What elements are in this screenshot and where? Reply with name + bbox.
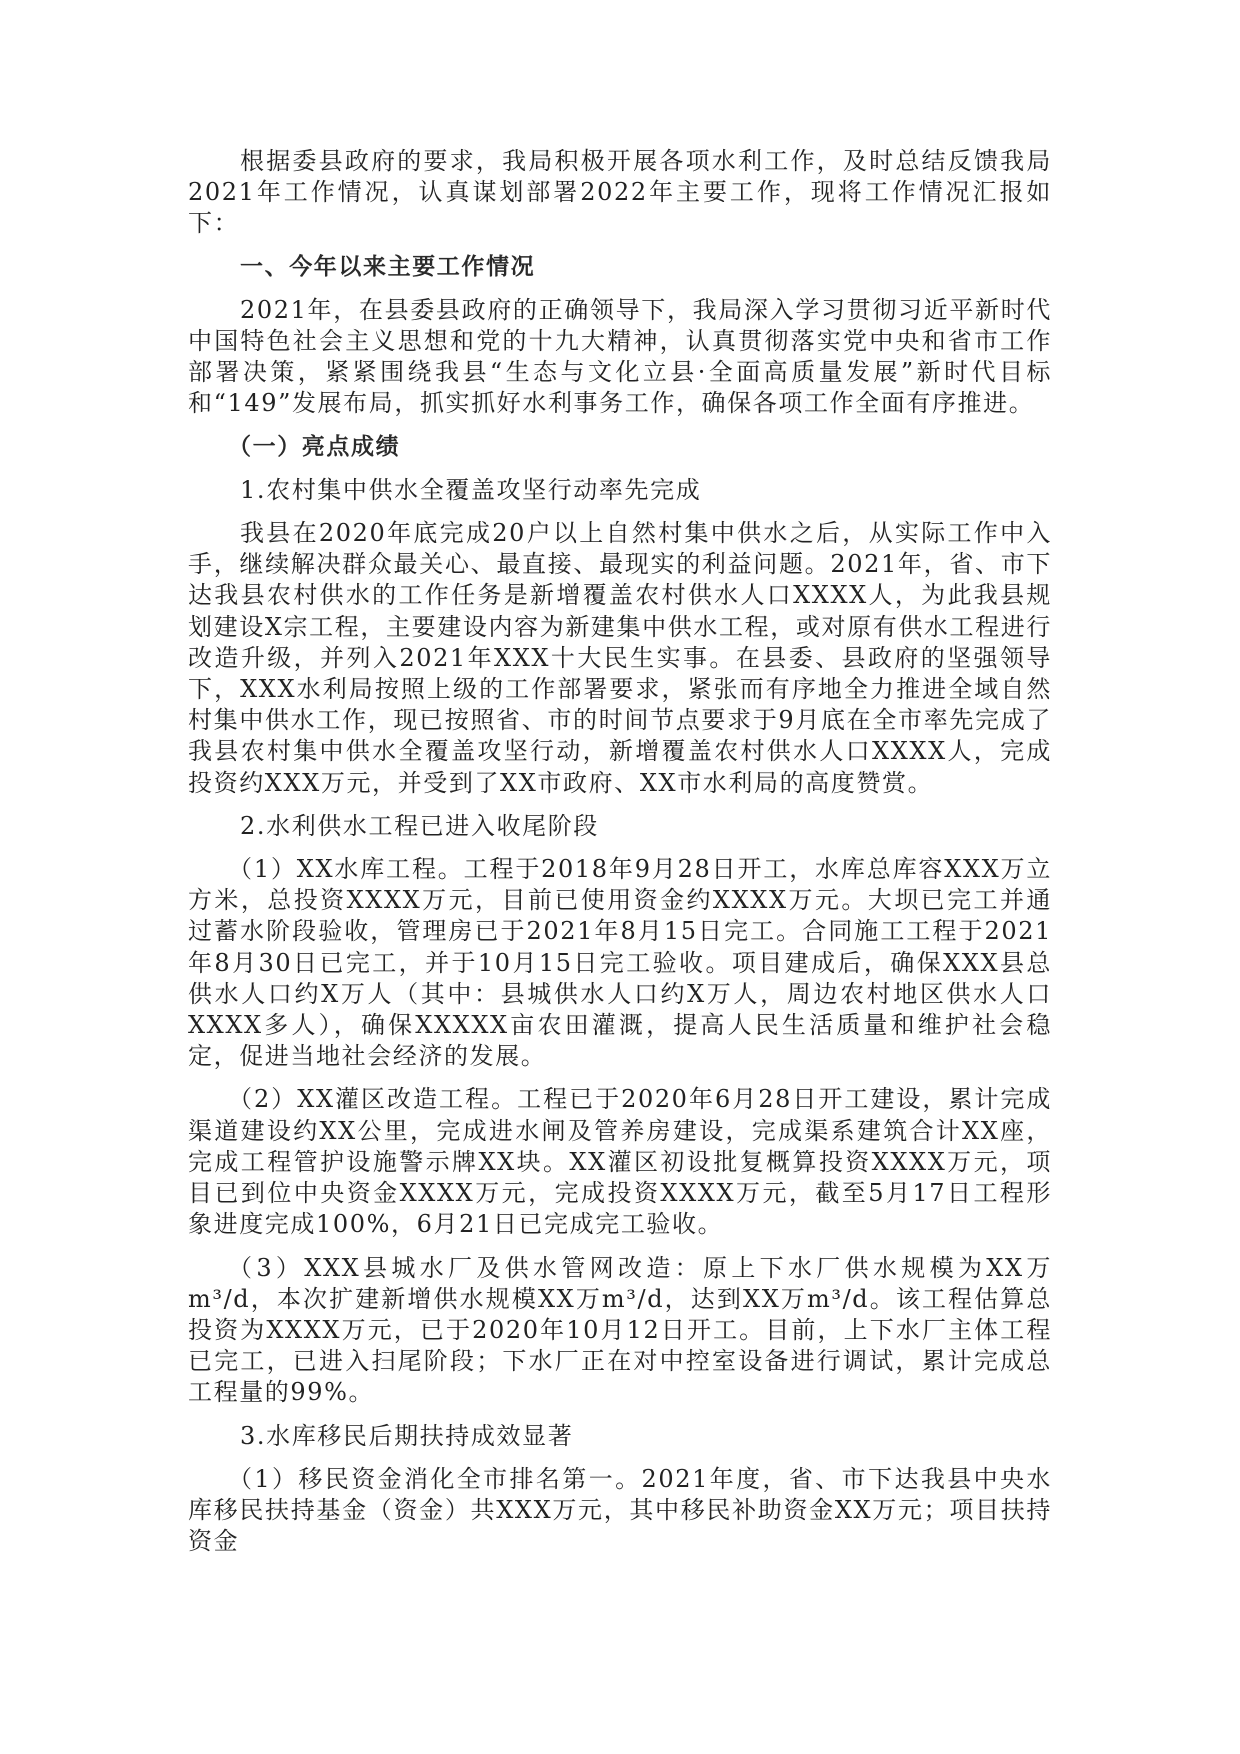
item-title: 2.水利供水工程已进入收尾阶段 — [240, 811, 599, 840]
overview-paragraph: 2021年，在县委县政府的正确领导下，我局深入学习贯彻习近平新时代中国特色社会主义思想和党的十九大精神，认真贯彻落实党中央和省市工作部署决策，紧紧围绕我县“生态与文化立县·全面高质量发展”新时代目标和“149”发展布局，抓实抓好水利事务工作，确保各项工作全面有序推进。 — [188, 295, 1052, 418]
body-paragraph: （1）移民资金消化全市排名第一。2021年度，省、市下达我县中央水库移民扶持基金（资金）共XXX万元，其中移民补助资金XX万元；项目扶持资金 — [188, 1464, 1052, 1556]
body-paragraph: （1）XX水库工程。工程于2018年9月28日开工，水库总库容XXX万立方米，总投资XXXX万元，目前已使用资金约XXXX万元。大坝已完工并通过蓄水阶段验收，管理房已于2021年8月15日完工。合同施工工程于2021年8月30日已完工，并于10月15日完工验收。项目建成后，确保XXX县总供水人口约X万人（其中：县城供水人口约X万人，周边农村地区供水人口XXXX多人），确保XXXXX亩农田灌溉，提高人民生活质量和维护社会稳定，促进当地社会经济的发展。 — [188, 855, 1052, 1071]
intro-paragraph: 根据委县政府的要求，我局积极开展各项水利工作，及时总结反馈我局2021年工作情况，认真谋划部署2022年主要工作，现将工作情况汇报如下： — [188, 147, 1052, 238]
body-paragraph: （2）XX灌区改造工程。工程已于2020年6月28日开工建设，累计完成渠道建设约XX公里，完成进水闸及管养房建设，完成渠系建筑合计XX座，完成工程管护设施警示牌XX块。XX灌区初设批复概算投资XXXX万元，项目已到位中央资金XXXX万元，完成投资XXXX万元，截至5月17日工程形象进度完成100%，6月21日已完成完工验收。 — [188, 1085, 1052, 1239]
body-paragraph: 我县在2020年底完成20户以上自然村集中供水之后，从实际工作中入手，继续解决群众最关心、最直接、最现实的利益问题。2021年，省、市下达我县农村供水的工作任务是新增覆盖农村供水人口XXXX人，为此我县规划建设X宗工程，主要建设内容为新建集中供水工程，或对原有供水工程进行改造升级，并列入2021年XXX十大民生实事。在县委、县政府的坚强领导下，XXX水利局按照上级的工作部署要求，紧张而有序地全力推进全域自然村集中供水工作，现已按照省、市的时间节点要求于9月底在全市率先完成了我县农村集中供水全覆盖攻坚行动，新增覆盖农村供水人口XXXX人，完成投资约XXX万元，并受到了XX市政府、XX市水利局的高度赞赏。 — [188, 519, 1052, 797]
item-title: 3.水库移民后期扶持成效显著 — [240, 1421, 574, 1450]
body-paragraph: （3）XXX县城水厂及供水管网改造：原上下水厂供水规模为XX万m³/d，本次扩建新增供水规模XX万m³/d，达到XX万m³/d。该工程估算总投资为XXXX万元，已于2020年10月12日开工。目前，上下水厂主体工程已完工，已进入扫尾阶段；下水厂正在对中控室设备进行调试，累计完成总工程量的99%。 — [188, 1253, 1052, 1407]
item-title: 1.农村集中供水全覆盖攻坚行动率先完成 — [240, 475, 702, 504]
section-heading: 一、今年以来主要工作情况 — [240, 253, 536, 280]
subsection-heading: （一）亮点成绩 — [228, 433, 401, 460]
document-page — [188, 146, 1052, 1569]
